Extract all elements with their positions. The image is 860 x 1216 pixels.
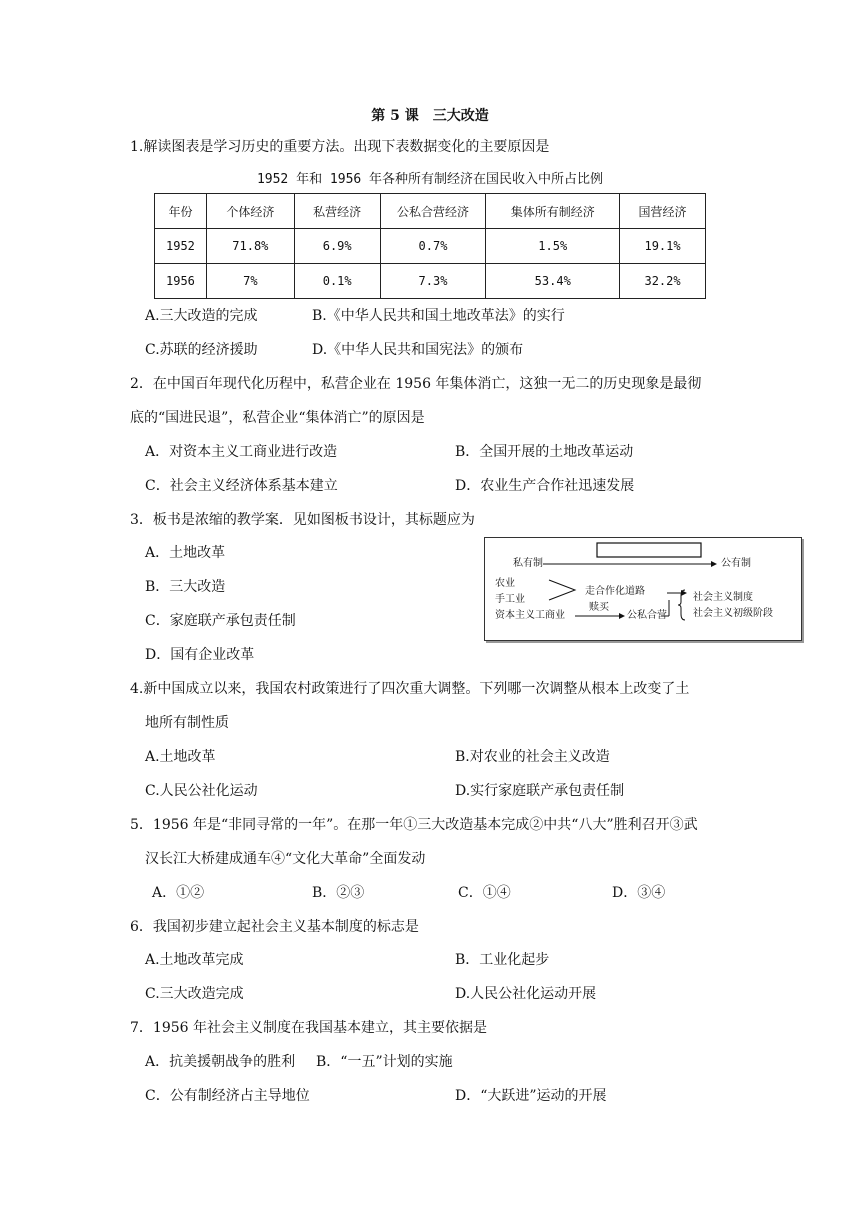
table-cell: 19.1%: [620, 229, 706, 264]
q5-option-a: A．①②: [152, 885, 205, 901]
q7-option-c: C．公有制经济占主导地位: [145, 1088, 310, 1104]
table-row: [155, 229, 706, 264]
q2-option-a: A．对资本主义工商业进行改造: [145, 444, 338, 460]
q7-option-b: B．“一五”计划的实施: [316, 1054, 453, 1070]
lesson-title: 第 5 课 三大改造: [371, 108, 489, 124]
diagram-primary-stage: 社会主义初级阶段: [693, 608, 773, 619]
q3-option-a: A．土地改革: [145, 545, 226, 561]
table-header-cell: 集体所有制经济: [486, 194, 620, 229]
table-cell: 7.3%: [380, 264, 486, 299]
table-header-cell: 私营经济: [294, 194, 380, 229]
q5-option-c: C．①④: [458, 885, 511, 901]
q2-option-d: D．农业生产合作社迅速发展: [455, 478, 635, 494]
q1-table-caption: 1952 年和 1956 年各种所有制经济在国民收入中所占比例: [256, 172, 604, 187]
diagram-agriculture: 农业: [495, 578, 515, 589]
q6-option-a: A.土地改革完成: [145, 952, 244, 968]
q1-option-d: D.《中华人民共和国宪法》的颁布: [312, 342, 524, 358]
q6-option-d: D.人民公社化运动开展: [455, 986, 597, 1002]
q3-stem: 3．板书是浓缩的教学案．见如图板书设计，其标题应为: [130, 512, 475, 528]
q3-option-d: D．国有企业改革: [145, 647, 255, 663]
table-cell: 7%: [206, 264, 294, 299]
table-cell: 1952: [155, 229, 207, 264]
diagram-public-ownership: 公有制: [721, 558, 751, 569]
q2-stem-line1: 2．在中国百年现代化历程中，私营企业在 1956 年集体消亡，这独一无二的历史现象是最彻: [130, 376, 702, 392]
q5-option-b: B．②③: [312, 885, 365, 901]
table-cell: 1956: [155, 264, 207, 299]
q2-stem-line2: 底的“国进民退”，私营企业“集体消亡”的原因是: [130, 410, 425, 426]
table-header-cell: 国营经济: [620, 194, 706, 229]
q4-option-a: A.土地改革: [145, 749, 216, 765]
q4-option-c: C.人民公社化运动: [145, 783, 258, 799]
q4-stem-line1: 4.新中国成立以来，我国农村政策进行了四次重大调整。下列哪一次调整从根本上改变了土: [130, 681, 690, 697]
blackboard-diagram: [484, 537, 802, 641]
table-cell: 0.7%: [380, 229, 486, 264]
q5-option-d: D．③④: [612, 885, 666, 901]
q2-option-b: B．全国开展的土地改革运动: [455, 444, 634, 460]
diagram-private-ownership: 私有制: [513, 558, 543, 569]
q7-stem: 7．1956 年社会主义制度在我国基本建立，其主要依据是: [130, 1020, 487, 1036]
diagram-capitalist-industry: 资本主义工商业: [495, 610, 565, 621]
diagram-socialist-system: 社会主义制度: [693, 592, 753, 603]
table-header-cell: 个体经济: [206, 194, 294, 229]
q1-option-a: A.三大改造的完成: [145, 308, 258, 324]
table-row: [155, 264, 706, 299]
diagram-joint-venture: 公私合营: [627, 610, 667, 621]
q3-option-b: B．三大改造: [145, 579, 226, 595]
q6-option-c: C.三大改造完成: [145, 986, 244, 1002]
table-header-cell: 年份: [155, 194, 207, 229]
q1-data-table: [154, 193, 706, 299]
table-cell: 53.4%: [486, 264, 620, 299]
q4-option-d: D.实行家庭联产承包责任制: [455, 783, 625, 799]
table-header-cell: 公私合营经济: [380, 194, 486, 229]
q1-stem: 1.解读图表是学习历史的重要方法。出现下表数据变化的主要原因是: [130, 139, 550, 155]
table-cell: 6.9%: [294, 229, 380, 264]
diagram-handicraft: 手工业: [495, 594, 525, 605]
table-cell: 0.1%: [294, 264, 380, 299]
q4-stem-line2: 地所有制性质: [145, 715, 229, 731]
q3-option-c: C．家庭联产承包责任制: [145, 613, 296, 629]
q7-option-d: D．“大跃进”运动的开展: [455, 1088, 607, 1104]
q2-option-c: C．社会主义经济体系基本建立: [145, 478, 338, 494]
table-cell: 32.2%: [620, 264, 706, 299]
table-cell: 71.8%: [206, 229, 294, 264]
q7-option-a: A．抗美援朝战争的胜利: [145, 1054, 296, 1070]
q6-option-b: B．工业化起步: [455, 952, 550, 968]
q1-option-b: B.《中华人民共和国土地改革法》的实行: [312, 308, 565, 324]
table-header-row: [155, 194, 706, 229]
table-cell: 1.5%: [486, 229, 620, 264]
q4-option-b: B.对农业的社会主义改造: [455, 749, 610, 765]
q5-stem-line2: 汉长江大桥建成通车④“文化大革命”全面发动: [145, 851, 426, 867]
q5-stem-line1: 5．1956 年是“非同寻常的一年”。在那一年①三大改造基本完成②中共“八大”胜利召开③武: [130, 817, 698, 833]
q1-option-c: C.苏联的经济援助: [145, 342, 258, 358]
diagram-redemption: 赎买: [589, 602, 609, 613]
diagram-cooperative-path: 走合作化道路: [585, 586, 645, 597]
q6-stem: 6．我国初步建立起社会主义基本制度的标志是: [130, 919, 419, 935]
